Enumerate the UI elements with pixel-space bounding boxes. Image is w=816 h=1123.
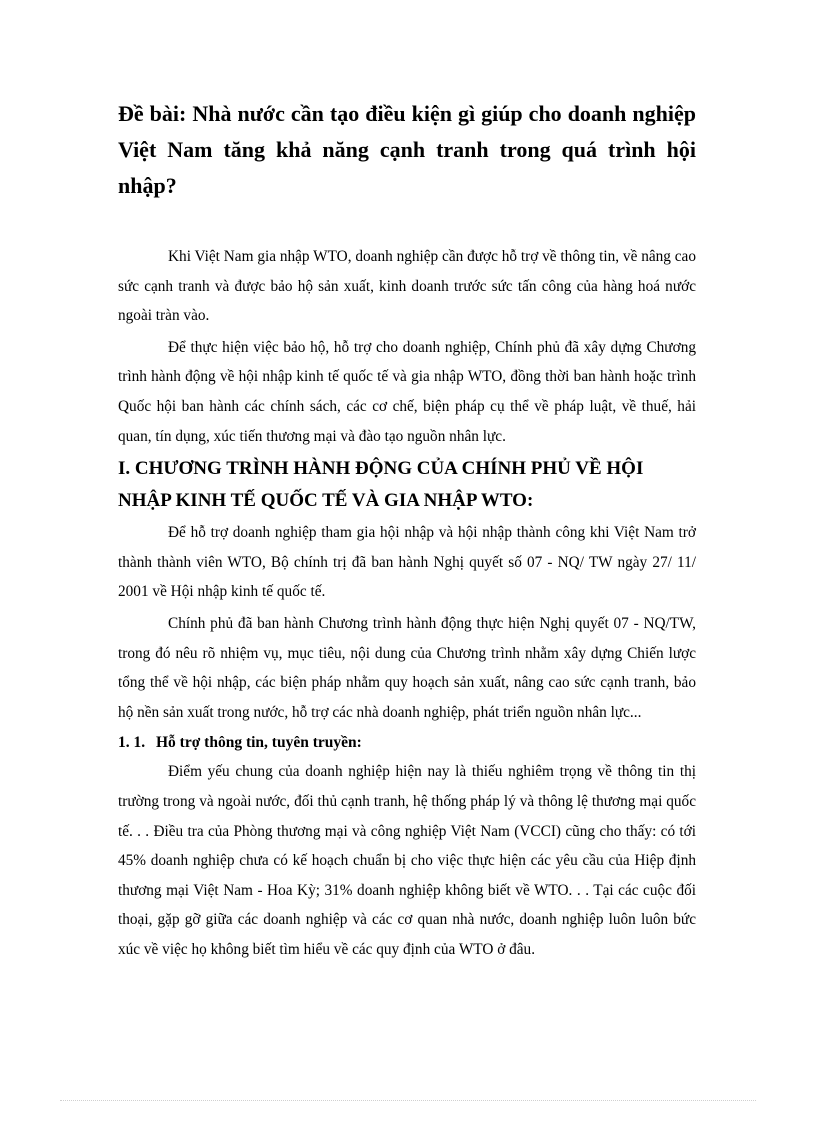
- page-bottom-divider: [60, 1100, 756, 1101]
- section-1-paragraph-1: Để hỗ trợ doanh nghiệp tham gia hội nhập và hội nhập thành công khi Việt Nam trở thành thành viên WTO, Bộ chính trị đã ban hành Nghị quyết số 07 - NQ/ TW ngày 27/ 11/ 2001 về Hội nhập kinh tế quốc tế.: [118, 524, 696, 601]
- subsection-title: Hỗ trợ thông tin, tuyên truyền:: [156, 734, 362, 752]
- section-1-heading: I. CHƯƠNG TRÌNH HÀNH ĐỘNG CỦA CHÍNH PHỦ VỀ HỘI NHẬP KINH TẾ QUỐC TẾ VÀ GIA NHẬP WTO:: [118, 458, 644, 512]
- intro-paragraph-2: Để thực hiện việc bảo hộ, hỗ trợ cho doanh nghiệp, Chính phủ đã xây dựng Chương trình hành động về hội nhập kinh tế quốc tế và gia nhập WTO, đồng thời ban hành hoặc trình Quốc hội ban hành các chính sách, các cơ chế, biện pháp cụ thể về pháp luật, về thuế, hải quan, tín dụng, xúc tiến thương mại và đào tạo nguồn nhân lực.: [118, 338, 696, 445]
- intro-paragraph-1: Khi Việt Nam gia nhập WTO, doanh nghiệp cần được hỗ trợ về thông tin, về nâng cao sức cạnh tranh và được bảo hộ sản xuất, kinh doanh trước sức tấn công của hàng hoá nước ngoài tràn vào.: [118, 248, 696, 325]
- subsection-1-1-heading: [118, 729, 696, 757]
- subsection-1-1-paragraph-1: Điểm yếu chung của doanh nghiệp hiện nay là thiếu nghiêm trọng về thông tin thị trường trong và ngoài nước, đối thủ cạnh tranh, hệ thống pháp lý và thông lệ thương mại quốc tế. . . Điều tra của Phòng thương mại và công nghiệp Việt Nam (VCCI) cũng cho thấy: có tới 45% doanh nghiệp chưa có kế hoạch chuẩn bị cho việc thực hiện các yêu cầu của Hiệp định thương mại Việt Nam - Hoa Kỳ; 31% doanh nghiệp không biết về WTO. . . Tại các cuộc đối thoại, gặp gỡ giữa các doanh nghiệp và các cơ quan nhà nước, doanh nghiệp luôn luôn bức xúc về việc họ không biết tìm hiểu về các quy định của WTO ở đâu.: [118, 763, 696, 958]
- section-1-paragraph-2: Chính phủ đã ban hành Chương trình hành động thực hiện Nghị quyết 07 - NQ/TW, trong đó nêu rõ nhiệm vụ, mục tiêu, nội dung của Chương trình nhằm xây dựng Chiến lược tổng thể về hội nhập, các biện pháp nhằm quy hoạch sản xuất, nâng cao sức cạnh tranh, bảo hộ nền sản xuất trong nước, hỗ trợ các nhà doanh nghiệp, phát triển nguồn nhân lực...: [118, 614, 696, 721]
- document-title: Đề bài: Nhà nước cần tạo điều kiện gì giúp cho doanh nghiệp Việt Nam tăng khả năng cạnh tranh trong quá trình hội nhập?: [118, 101, 696, 198]
- subsection-number: 1. 1.: [118, 734, 146, 752]
